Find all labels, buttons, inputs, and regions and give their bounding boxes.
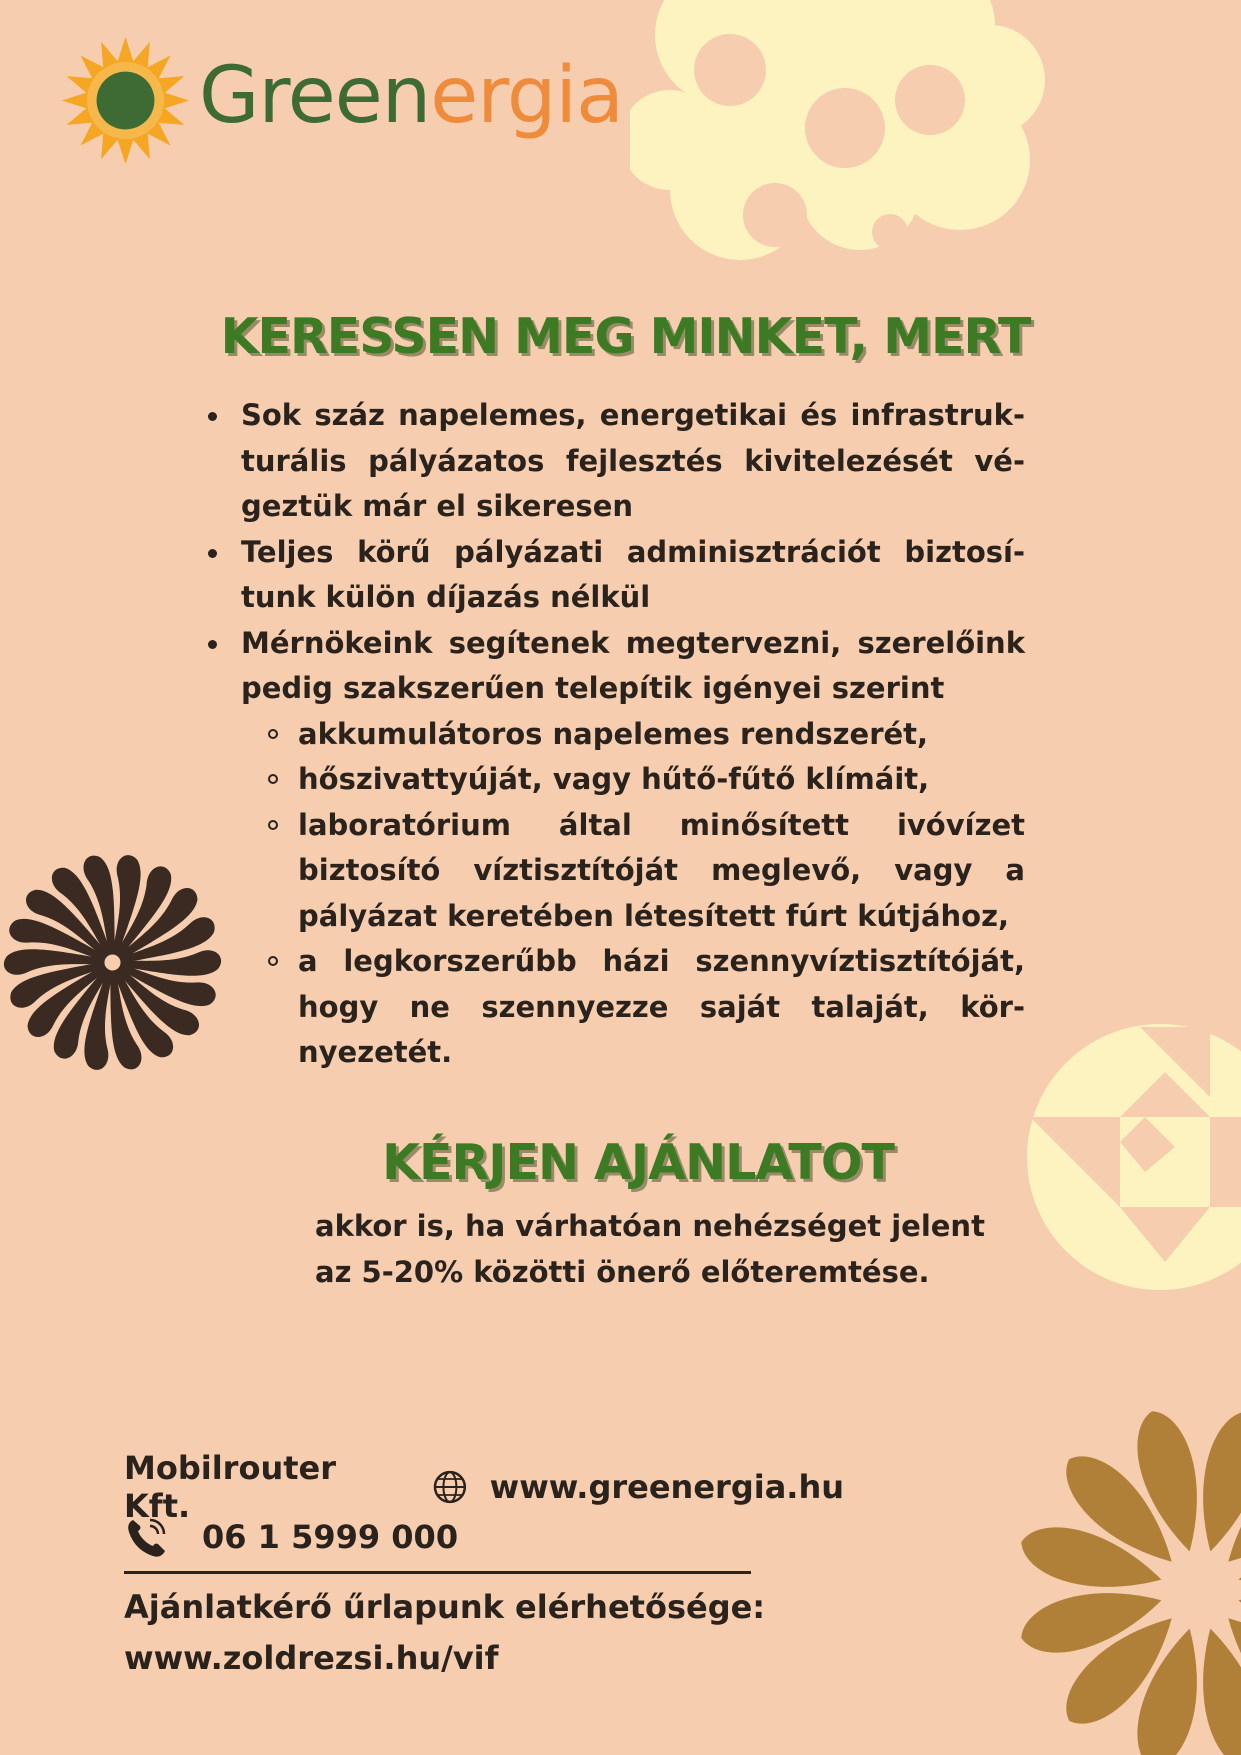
flower-decoration (910, 1325, 1241, 1755)
main-heading: KERESSEN MEG MINKET, MERT (220, 308, 1031, 365)
service-sublist (241, 712, 1025, 1076)
benefit-text: Mérnökeink segítenek megtervezni, szerelőink pedig szakszerűen telepítik igényei szerint (241, 625, 1025, 705)
service-item (298, 712, 1025, 758)
sun-logo-icon (58, 33, 193, 168)
offer-subtext-line: az 5-20% közötti önerő előteremtése. (315, 1255, 930, 1289)
contact-row (124, 1512, 844, 1562)
benefit-item (205, 393, 1025, 530)
brand-name-orange: ergia (430, 51, 623, 141)
service-text: hőszivattyúját, vagy hűtő-fűtő klímáit, (298, 762, 930, 796)
contact-divider (124, 1571, 751, 1574)
sun-ray (162, 91, 189, 108)
offer-subtext-line: akkor is, ha várhatóan nehézséget jelent (315, 1209, 985, 1243)
benefit-list (205, 393, 1025, 1076)
offer-subtext (315, 1203, 1015, 1295)
service-item (298, 757, 1025, 803)
form-label: Ajánlatkérő űrlapunk elérhetősége: (124, 1588, 766, 1626)
service-text: laboratórium által minősített ivóvízet biztosító víztisztítóját meglevő, vagy a pályázat keretében létesített fúrt kútjához, (298, 807, 1025, 933)
brand-name (199, 51, 623, 141)
phone-icon (124, 1514, 170, 1560)
form-url-link[interactable]: www.zoldrezsi.hu/vif (124, 1639, 499, 1677)
sun-ray (62, 91, 89, 108)
website-link[interactable]: www.greenergia.hu (489, 1468, 844, 1506)
service-text: akkumulátoros napelemes rendszerét, (298, 716, 929, 751)
benefit-item (205, 530, 1025, 621)
sun-ray (117, 137, 134, 164)
form-info (124, 1582, 844, 1684)
swirl-decoration (0, 850, 225, 1075)
benefit-text: Teljes körű pályázati adminisztrációt biztosí-tunk külön díjazás nélkül (241, 534, 1025, 614)
service-item (298, 803, 1025, 940)
brand-name-green: Green (199, 51, 431, 141)
service-item (298, 939, 1025, 1076)
contact-row (124, 1449, 844, 1525)
contact-block (124, 1449, 844, 1562)
offer-heading: KÉRJEN AJÁNLATOT (382, 1134, 894, 1191)
globe-icon (432, 1469, 468, 1505)
sun-ray (117, 36, 134, 63)
brand-logo (58, 30, 623, 170)
phone-number[interactable]: 06 1 5999 000 (202, 1518, 459, 1556)
company-name: Mobilrouter Kft. (124, 1449, 336, 1525)
cream-blob-decoration (630, 0, 1110, 260)
benefit-item (205, 621, 1025, 1076)
benefit-text: Sok száz napelemes, energetikai és infrastruk-turális pályázatos fejlesztés kivitelezését vé-geztük már el sikeresen (241, 398, 1025, 523)
service-text: a legkorszerűbb házi szennyvíztisztítóját, hogy ne szennyezze saját talaját, kör-nyezetét. (298, 944, 1025, 1069)
